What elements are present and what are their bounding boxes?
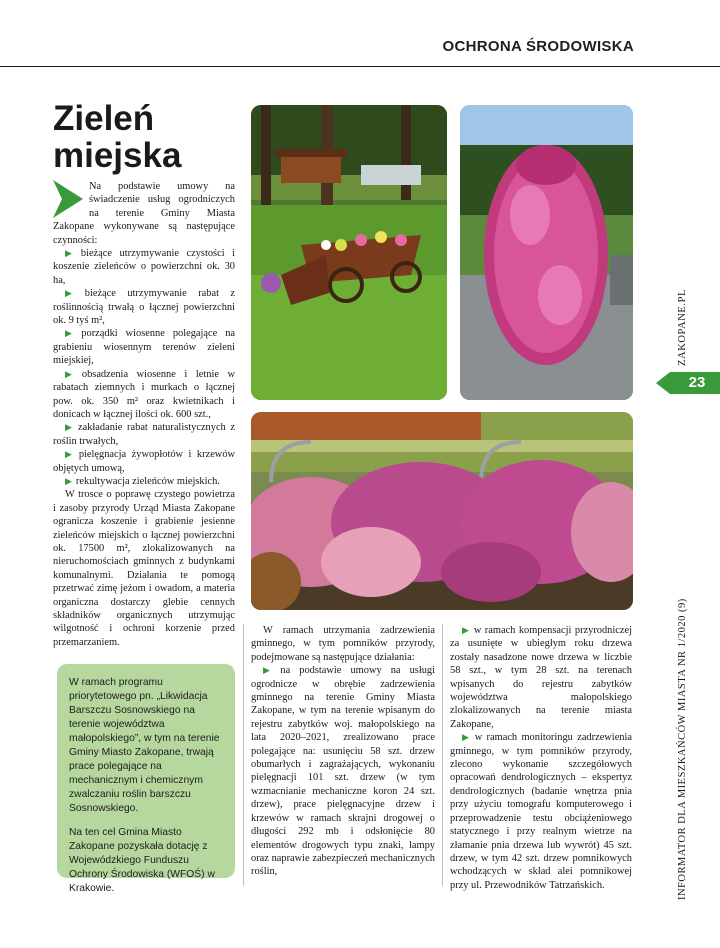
list-item: ▶ na podstawie umowy na usługi ogrodnicze w obrębie zadrzewienia gminnego na terenie Gminy Miasta Zakopane, w tym na terenie wpisanym do rejestru zabytków woj. małopolskiego na lata 2020–2021, zrealizowano prace polegające na: usunięciu 58 szt. drzew obumarłych i zagrażających, wykonaniu pielęgnacji 101 szt. drzew (w tym wzmacnianie mechaniczne koron 24 szt. drzew), prace pielęgnacyjne drzew i krzewów w ramach skrajni drogowej o długości 292 mb i odsłonięcie 80 elementów drogowych typu znaki, lampy oraz naprawie zabezpieczeń mechanicznych roślin, [251, 665, 436, 878]
info-box-paragraph-1: W ramach programu priorytetowego pn. „Likwidacja Barszczu Sosnowskiego na terenie województwa małopolskiego”, w tym na terenie Gminy Miasto Zakopane, trwają prace polegające na mechanicznym i chemicznym zwalczaniu roślin barszczu Sosnowskiego. [69, 677, 220, 814]
column-divider [442, 624, 443, 886]
bullet-arrow-icon: ▶ [65, 449, 75, 460]
title-line-2: miejska [53, 136, 182, 175]
article-title [53, 100, 253, 174]
publication-info: INFORMATOR DLA MIESZKAŃCÓW MIASTA NR 1/2020 (9) [677, 598, 688, 900]
list-item: ▶ zakładanie rabat naturalistycznych z roślin trwałych, [53, 422, 236, 447]
title-line-1: Zieleń [53, 99, 155, 138]
photo-flower-tower [460, 105, 633, 400]
bullet-arrow-icon: ▶ [65, 368, 78, 379]
photo-heather-bed [251, 412, 633, 610]
list-item: ▶ w ramach kompensacji przyrodniczej za usunięte w ubiegłym roku drzewa zostały nasadzone nowe drzewa w liczbie 58 szt., w tym 28 szt. na terenach wpisanych do rejestru zabytków województwa małopolskiego zlokalizowanych na terenie miasta Zakopane, [450, 625, 632, 730]
info-box-paragraph-2: Na ten cel Gmina Miasto Zakopane pozyskała dotację z Wojewódzkiego Funduszu Ochrony Środowiska (WFOŚ) w Krakowie. [69, 827, 215, 894]
col2-intro: W ramach utrzymania zadrzewienia gminnego, w tym pomników przyrody, podejmowane są następujące działania: [251, 625, 435, 663]
header-rule [0, 66, 720, 67]
bullet-arrow-icon: ▶ [65, 475, 72, 486]
bullet-arrow-icon: ▶ [263, 665, 277, 676]
bullet-arrow-icon: ▶ [65, 248, 77, 259]
column-2 [251, 624, 435, 879]
bullet-arrow-icon: ▶ [65, 288, 81, 299]
column-divider [243, 624, 244, 886]
bullet-arrow-icon: ▶ [462, 625, 470, 635]
col1-intro: Na podstawie umowy na świadczenie usług ogrodniczych na terenie Gminy Miasta Zakopane wykonywane są następujące czynności: [53, 181, 235, 246]
list-item: ▶ obsadzenia wiosenne i letnie w rabatach ziemnych i murkach o łącznej pow. ok. 350 m² oraz kwietnikach i donicach w łącznej ilości ok. 600 szt., [53, 368, 236, 420]
bullet-arrow-icon: ▶ [462, 732, 471, 743]
list-item: ▶ porządki wiosenne polegające na grabieniu wiosennym terenów zieleni miejskiej, [53, 328, 236, 367]
list-item: ▶ pielęgnacja żywopłotów i krzewów objętych umową, [53, 449, 236, 474]
photo-flower-cart [251, 105, 447, 400]
list-item: ▶ bieżące utrzymywanie rabat z roślinnością trwałą o łącznej powierzchni ok. 9 tyś m², [53, 288, 236, 327]
list-item: ▶ w ramach monitoringu zadrzewienia gminnego, w tym pomników przyrody, zlecono wykonanie szczegółowych opracowań dendrologicznych – ekspertyz dendrologicznych (badanie wnętrza pnia przy użyciu tomografu komputerowego i przeprowadzenie testu obciążeniowego statycznego i przy realnym wietrze na złamanie pnia drzewa lub wywrót) 45 szt. drzew, w tym 42 szt. drzew pomnikowych wchodzących w skład alei pomnikowej przy ul. Przewodników Tatrzańskich. [450, 732, 633, 891]
col1-paragraph: W trosce o poprawę czystego powietrza i zasoby przyrody Urząd Miasta Zakopane ogranicza koszenie i grabienie jesienne zieleńców miejskich o łącznej powierzchni ok. 17500 m², zlokalizowanych na nieruchomościach gminnych z budynkami komunalnymi. Działania te pomogą przetrwać zimę jeżom i owadom, a materia organiczna dostarczy glebie cennych składników organicznych utrzymując wilgotność i ochroni korzenie przed przemarzaniem. [53, 489, 235, 648]
page-number: 23 [688, 374, 706, 391]
bullet-arrow-icon: ▶ [65, 422, 74, 433]
section-label: OCHRONA ŚRODOWISKA [442, 38, 634, 55]
lead-arrow-icon [53, 180, 83, 218]
column-1 [53, 180, 235, 649]
list-item: ▶ rekultywacja zieleńców miejskich. [65, 475, 220, 487]
bullet-arrow-icon: ▶ [65, 328, 78, 339]
info-box [57, 664, 235, 894]
list-item: ▶ bieżące utrzymywanie czystości i koszenie zieleńców o powierzchni ok. 30 ha, [53, 248, 235, 286]
site-name: ZAKOPANE.PL [677, 288, 688, 366]
column-3 [450, 624, 632, 892]
